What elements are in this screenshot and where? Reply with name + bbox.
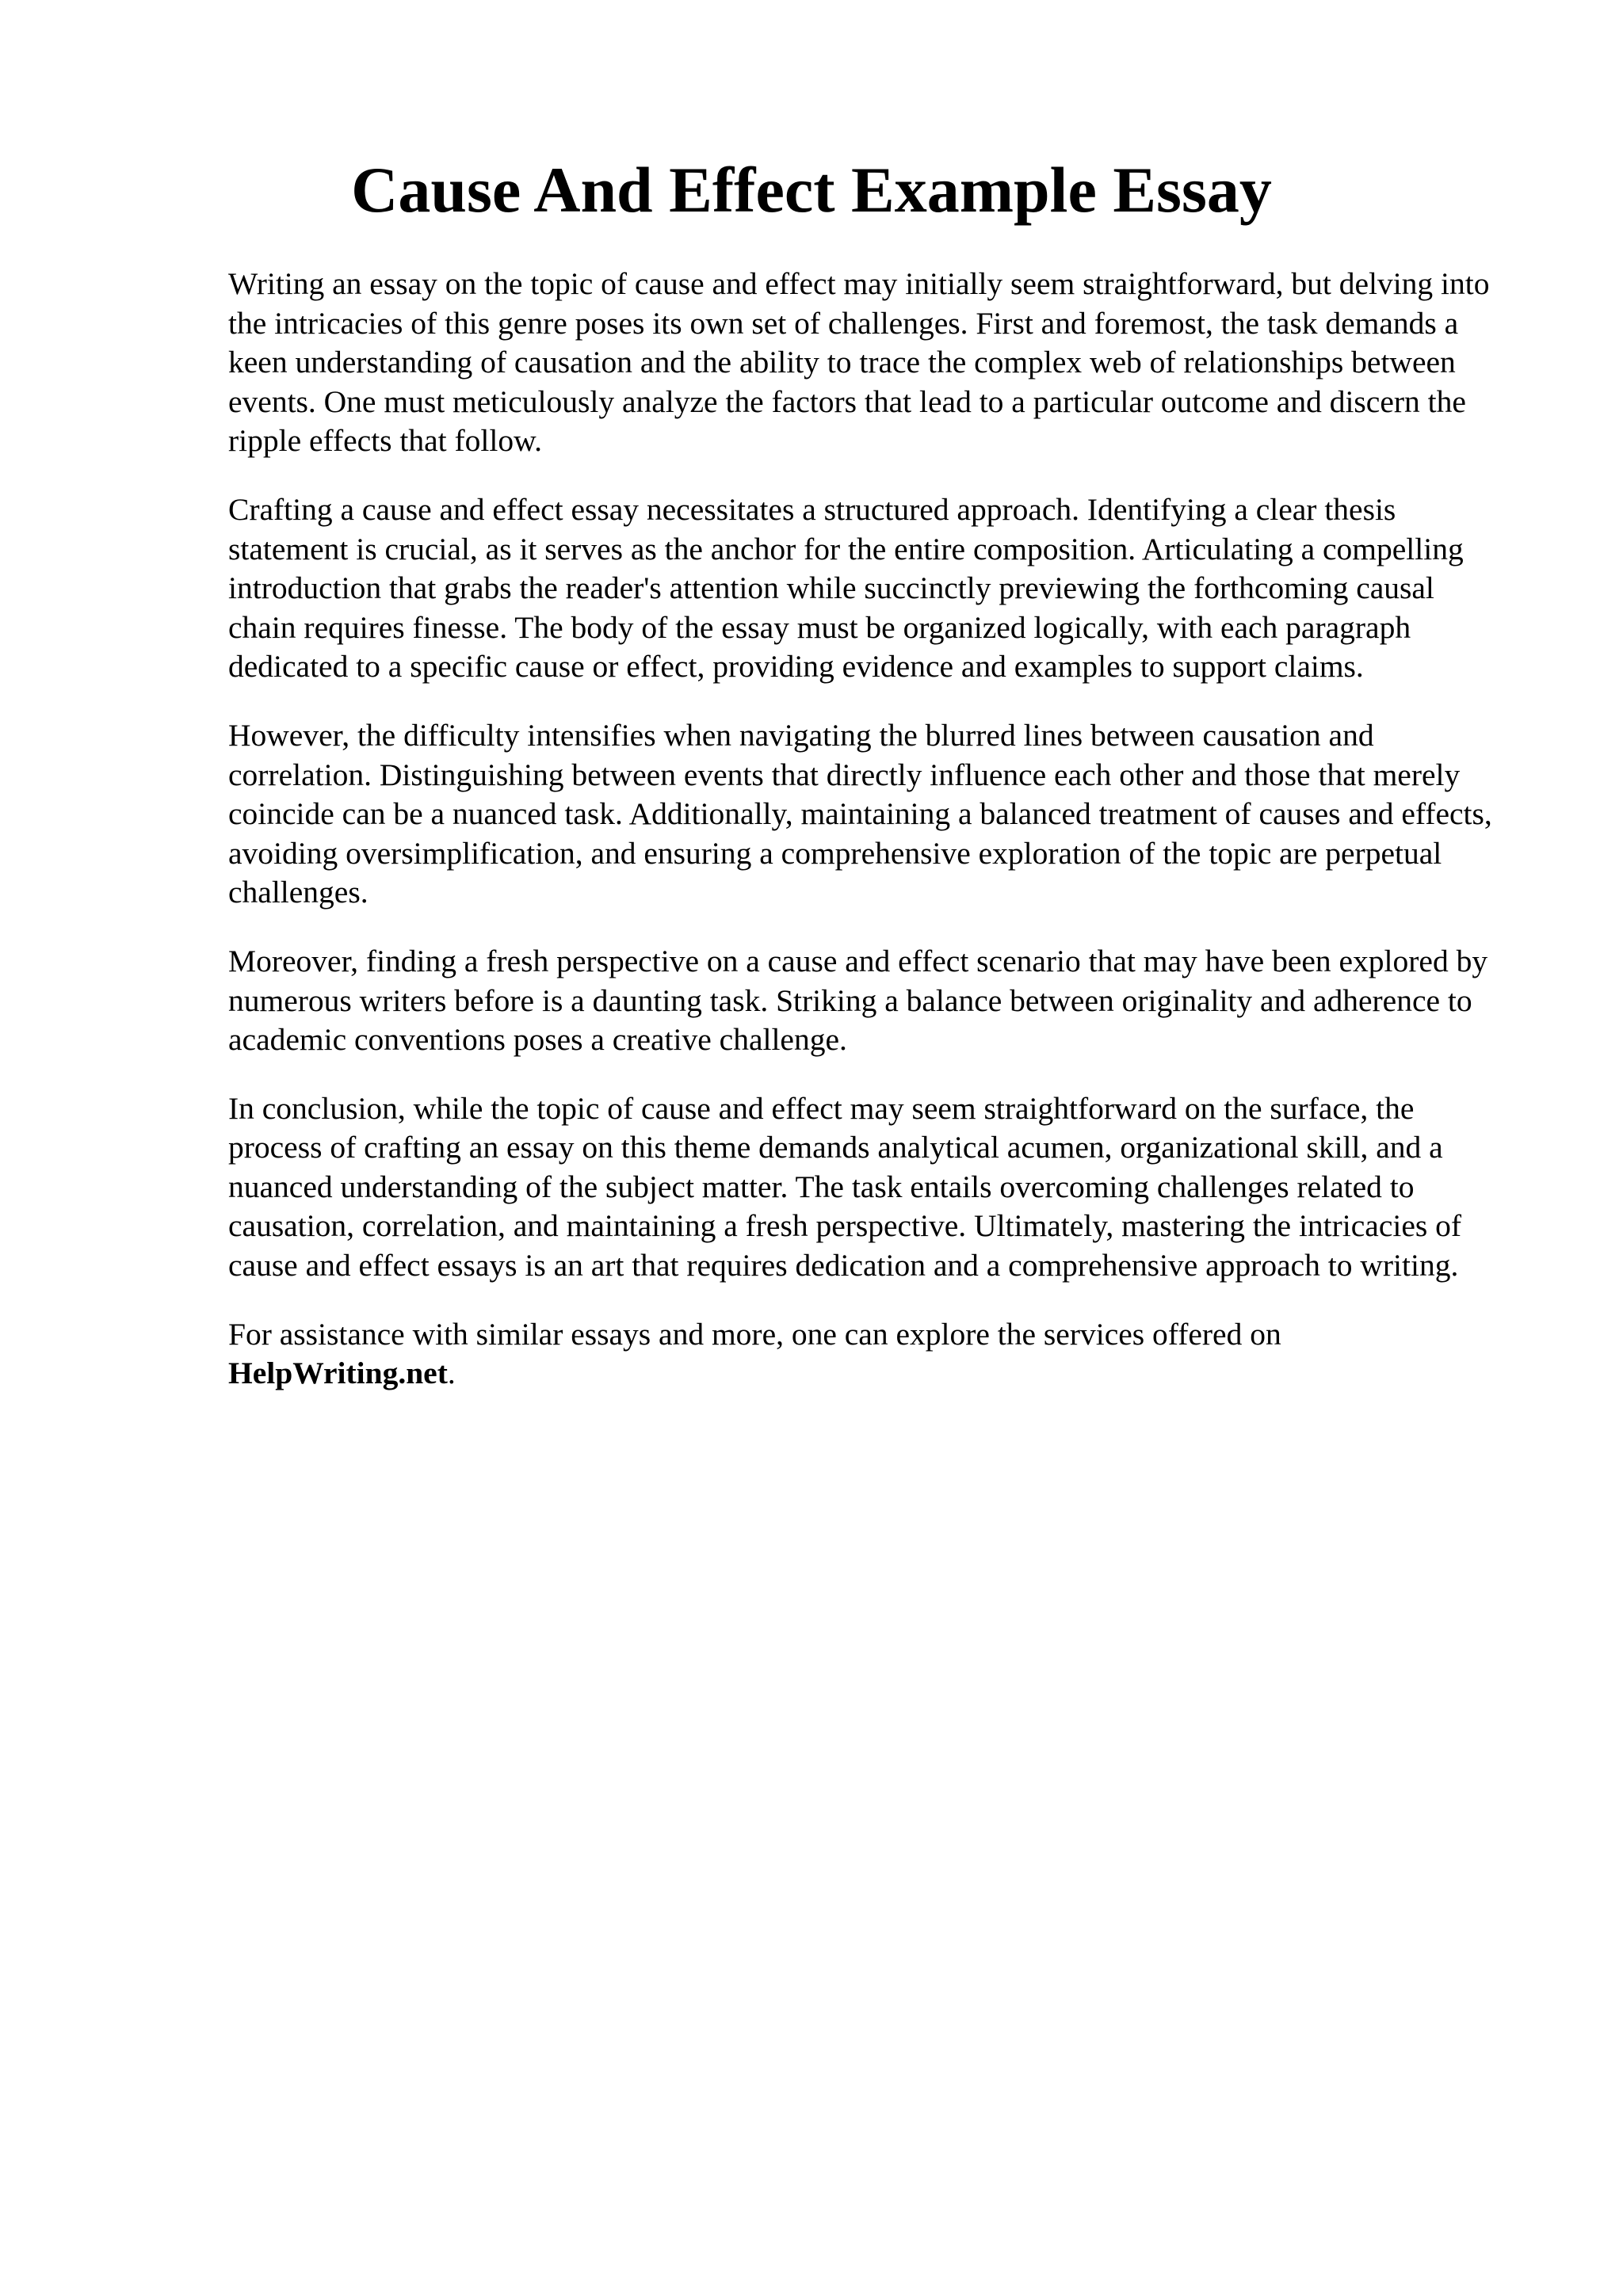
paragraph-4: Moreover, finding a fresh perspective on a cause and effect scenario that may have been explored by numerous writers before is a daunting task. Striking a balance between originality and adherence to academic conventions poses a creative challenge.	[228, 943, 1488, 1058]
document-title: Cause And Effect Example Essay	[351, 154, 1272, 226]
closing-paragraph	[228, 1315, 1496, 1394]
paragraph-5: In conclusion, while the topic of cause and effect may seem straightforward on the surface, the process of crafting an essay on this theme demands analytical acumen, organizational skill, and a nuanced understanding of the subject matter. The task entails overcoming challenges related to causation, correlation, and maintaining a fresh perspective. Ultimately, mastering the intricacies of cause and effect essays is an art that requires dedication and a comprehensive approach to writing.	[228, 1090, 1462, 1283]
essay-body	[228, 265, 1496, 1423]
helpwriting-link[interactable]: HelpWriting.net	[228, 1356, 448, 1391]
paragraph-1: Writing an essay on the topic of cause and effect may initially seem straightforward, but delving into the intricacies of this genre poses its own set of challenges. First and foremost, the task demands a keen understanding of causation and the ability to trace the complex web of relationships between events. One must meticulously analyze the factors that lead to a particular outcome and discern the ripple effects that follow.	[228, 266, 1490, 459]
paragraph-2: Crafting a cause and effect essay necessitates a structured approach. Identifying a clear thesis statement is crucial, as it serves as the anchor for the entire composition. Articulating a compelling introduction that grabs the reader's attention while succinctly previewing the forthcoming causal chain requires finesse. The body of the essay must be organized logically, with each paragraph dedicated to a specific cause or effect, providing evidence and examples to support claims.	[228, 491, 1464, 685]
paragraph-3: However, the difficulty intensifies when navigating the blurred lines between causation and correlation. Distinguishing between events that directly influence each other and those that merely coincide can be a nuanced task. Additionally, maintaining a balanced treatment of causes and effects, avoiding oversimplification, and ensuring a comprehensive exploration of the topic are perpetual challenges.	[228, 717, 1492, 910]
closing-text: For assistance with similar essays and more, one can explore the services offered on	[228, 1316, 1281, 1352]
closing-period: .	[447, 1356, 456, 1391]
